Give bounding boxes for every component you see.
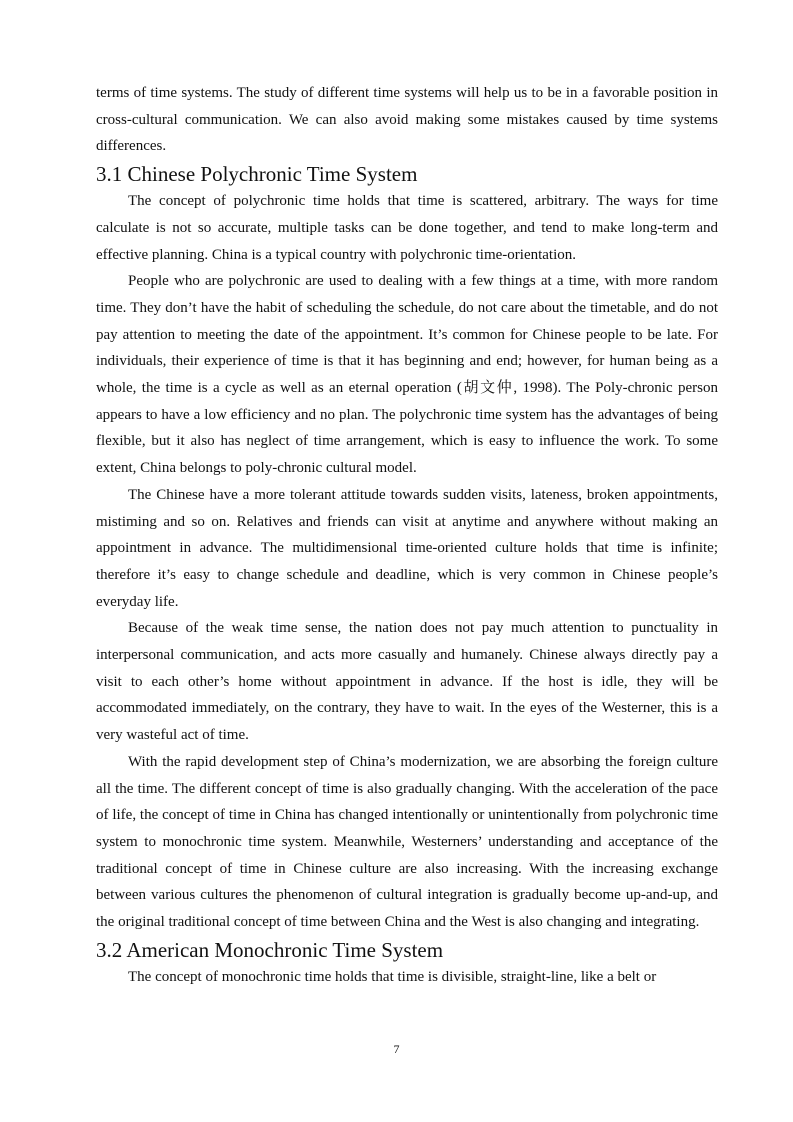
paragraph-modernization: With the rapid development step of China’s modernization, we are absorbing the foreign culture all the time. The different concept of time is also gradually changing. With the acceleration of the pace of life, the concept of time in China has changed intentionally or unintentionally from polychronic time system to monochronic time system. Meanwhile, Westerners’ understanding and acceptance of the traditional concept of time in Chinese culture are also increasing. With the increasing exchange between various cultures the phenomenon of cultural integration is gradually become up-and-up, and the original traditional concept of time between China and the West is also changing and integrating. [96,753,718,931]
paragraph-monochronic-concept: The concept of monochronic time holds that time is divisible, straight-line, like a belt or [128,968,657,985]
section-heading-3-1: 3.1 Chinese Polychronic Time System [96,162,418,187]
page-body [96,80,718,991]
paragraph-polychronic-people: People who are polychronic are used to dealing with a few things at a time, with more random time. They don’t have the habit of scheduling the schedule, do not care about the timetable, and do not pay attention to meeting the date of the appointment. It’s common for Chinese people to be late. For individuals, their experience of time is that it has beginning and end; however, for human being as a whole, the time is a cycle as well as an eternal operation (胡文仲, 1998). The Poly-chronic person appears to have a low efficiency and no plan. The polychronic time system has the advantages of being flexible, but it also has neglect of time arrangement, which is easy to influence the work. To some extent, China belongs to poly-chronic cultural model. [96,273,718,477]
paragraph-tolerant-attitude: The Chinese have a more tolerant attitude towards sudden visits, lateness, broken appointments, mistiming and so on. Relatives and friends can visit at anytime and anywhere without making an appointment in advance. The multidimensional time-oriented culture holds that time is infinite; therefore it’s easy to change schedule and deadline, which is very common in Chinese people’s everyday life. [96,486,718,610]
paragraph-weak-time-sense: Because of the weak time sense, the nation does not pay much attention to punctuality in interpersonal communication, and acts more casually and humanely. Chinese always directly pay a visit to each other’s home without appointment in advance. If the host is idle, they will be accommodated immediately, on the contrary, they have to wait. In the eyes of the Westerner, this is a very wasteful act of time. [96,620,718,744]
paragraph-polychronic-concept: The concept of polychronic time holds that time is scattered, arbitrary. The ways for time calculate is not so accurate, multiple tasks can be done together, and tend to make long-term and effective planning. China is a typical country with polychronic time-orientation. [96,193,718,263]
page-number: 7 [393,1042,400,1056]
paragraph-intro-continuation: terms of time systems. The study of different time systems will help us to be in a favorable position in cross-cultural communication. We can also avoid making some mistakes caused by time systems differences. [96,85,718,155]
section-heading-3-2: 3.2 American Monochronic Time System [96,937,444,962]
